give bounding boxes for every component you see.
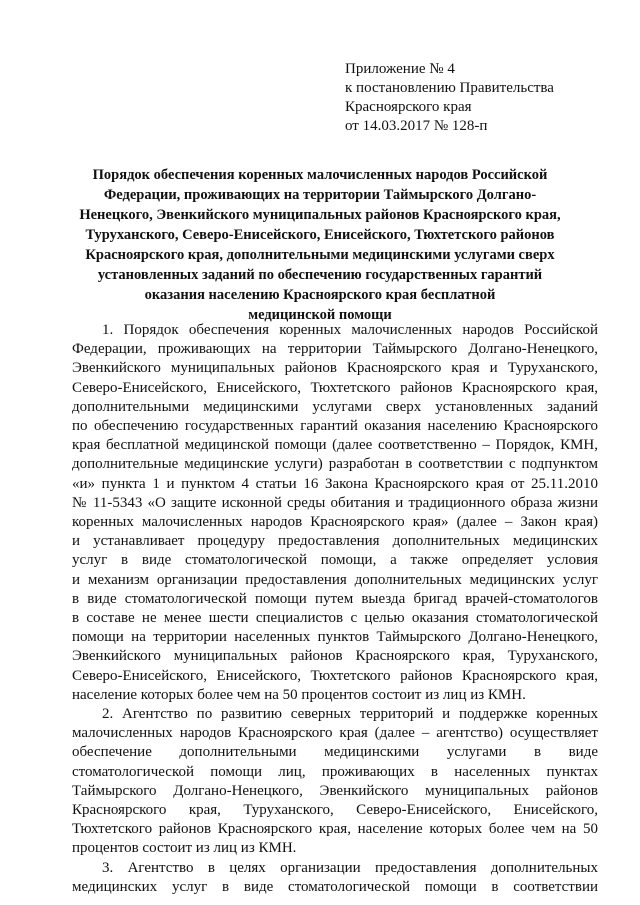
title-line: Ненецкого, Эвенкийского муниципальных районов Красноярского края, bbox=[79, 207, 561, 223]
text-line: края бесплатной медицинской помощи (далее соответственно – Порядок, КМН, bbox=[72, 437, 598, 454]
text-line: № 11-5343 «О защите исконной среды обитания и традиционного образа жизни bbox=[72, 494, 598, 511]
appendix-line: Приложение № 4 bbox=[345, 61, 455, 77]
document-title bbox=[60, 165, 580, 325]
title-line: Федерации, проживающих на территории Таймырского Долгано- bbox=[103, 187, 537, 203]
title-line: установленных заданий по обеспечению государственных гарантий bbox=[97, 267, 543, 283]
text-line: «и» пункта 1 и пунктом 4 статьи 16 Закона Красноярского края от 25.11.2010 bbox=[72, 475, 598, 492]
text-line: 1. Порядок обеспечения коренных малочисленных народов Российской bbox=[102, 322, 598, 338]
appendix-line: от 14.03.2017 № 128-п bbox=[345, 118, 488, 134]
text-line: медицинских услуг в виде стоматологической помощи в соответствии bbox=[72, 878, 598, 895]
title-line: оказания населению Красноярского края бесплатной bbox=[144, 287, 496, 303]
title-line: медицинской помощи bbox=[248, 307, 392, 323]
text-line: 3. Агентство в целях организации предоставления дополнительных bbox=[102, 859, 598, 876]
text-line: Федерации, проживающих на территории Таймырского Долгано-Ненецкого, bbox=[72, 341, 598, 358]
text-line: Северо-Енисейского, Енисейского, Тюхтетского районов Красноярского края, bbox=[72, 379, 598, 396]
text-line: дополнительными медицинскими услугами сверх установленных заданий bbox=[72, 398, 598, 415]
text-line: коренных малочисленных народов Красноярского края» (далее – Закон края) bbox=[72, 514, 598, 531]
text-line: дополнительные медицинские услуги) разработан в соответствии с подпунктом bbox=[72, 456, 598, 473]
text-line: Таймырского Долгано-Ненецкого, Эвенкийского муниципальных районов bbox=[72, 782, 598, 799]
text-line: и устанавливает процедуру предоставления дополнительных медицинских bbox=[72, 533, 598, 550]
paragraph-3 bbox=[72, 859, 598, 897]
title-line: Порядок обеспечения коренных малочисленных народов Российской bbox=[92, 167, 548, 183]
text-line: Эвенкийского муниципальных районов Красноярского края, Туруханского, bbox=[72, 648, 598, 665]
text-line: по обеспечению государственных гарантий оказания населению Красноярского bbox=[72, 418, 598, 435]
paragraph-2 bbox=[72, 705, 598, 859]
text-line: малочисленных народов Красноярского края (далее – агентство) осуществляет bbox=[72, 725, 598, 742]
title-line: Туруханского, Северо-Енисейского, Енисейского, Тюхтетского районов bbox=[85, 227, 555, 243]
appendix-header bbox=[345, 60, 554, 136]
text-line: население которых более чем на 50 процентов состоит из лиц из КМН. bbox=[72, 686, 526, 703]
text-line: обеспечение дополнительными медицинскими услугами в виде bbox=[72, 744, 598, 761]
document-body bbox=[72, 321, 598, 897]
text-line: в виде стоматологической помощи путем выезда бригад врачей-стоматологов bbox=[72, 590, 598, 607]
text-line: в составе не менее шести специалистов с целью оказания стоматологической bbox=[72, 610, 598, 627]
title-line: Красноярского края, дополнительными медицинскими услугами сверх bbox=[85, 247, 555, 263]
text-line: помощи на территории населенных пунктов Таймырского Долгано-Ненецкого, bbox=[72, 629, 598, 646]
text-line: 2. Агентство по развитию северных территорий и поддержке коренных bbox=[102, 706, 598, 723]
text-line: и механизм организации предоставления дополнительных медицинских услуг bbox=[72, 571, 598, 588]
text-line: стоматологической помощи лиц, проживающих в населенных пунктах bbox=[72, 763, 598, 780]
appendix-line: к постановлению Правительства bbox=[345, 80, 554, 96]
text-line: Красноярского края, Туруханского, Северо-Енисейского, Енисейского, bbox=[72, 802, 598, 819]
text-line: процентов состоит из лиц из КМН. bbox=[72, 840, 297, 857]
text-line: Северо-Енисейского, Енисейского, Тюхтетского районов Красноярского края, bbox=[72, 667, 598, 684]
text-line: Тюхтетского районов Красноярского края, население которых более чем на 50 bbox=[72, 821, 598, 838]
paragraph-1 bbox=[72, 321, 598, 705]
text-line: услуг в виде стоматологической помощи, а также определяет условия bbox=[72, 552, 598, 569]
appendix-line: Красноярского края bbox=[345, 99, 472, 115]
text-line: Эвенкийского муниципальных районов Красноярского края и Туруханского, bbox=[72, 360, 598, 377]
